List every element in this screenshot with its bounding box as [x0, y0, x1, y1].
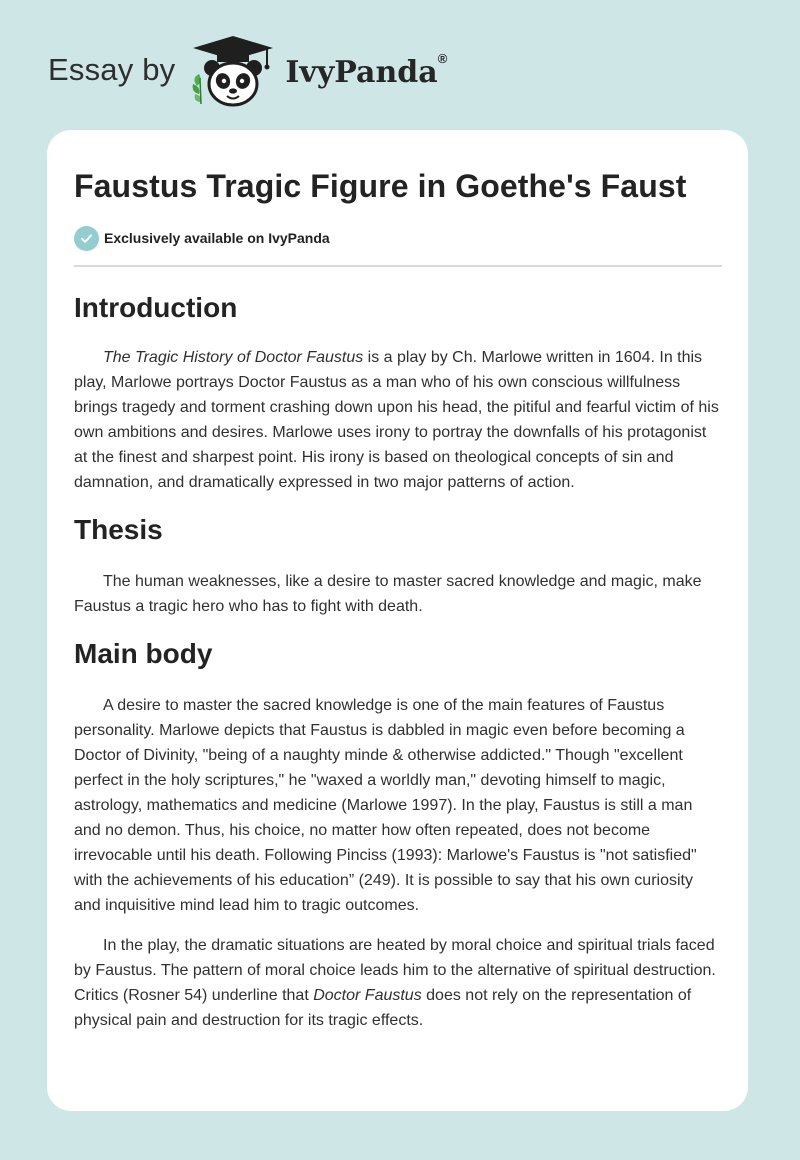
badge-text: Exclusively available on IvyPanda — [104, 230, 330, 246]
paragraph-main-body-1: A desire to master the sacred knowledge is one of the main features of Faustus personality. Marlowe depicts that Faustus is dabbled in magic even before becoming a Doctor of Divinity, "being of a naughty minde & otherwise addicted." Though "excellent perfect in the holy scriptures," he "waxed a worldly man," devoting himself to magic, astrology, mathematics and medicine (Marlowe 1997). In the play, Faustus is still a man and no demon. Thus, his choice, no matter how often repeated, does not become irrevocable until his death. Following Pinciss (1993): Marlowe's Faustus is "not satisfied" with the achievements of his education” (249). It is possible to say that his own curiosity and inquisitive mind lead him to tragic outcomes. — [74, 697, 697, 914]
page-title: Faustus Tragic Figure in Goethe's Faust — [74, 168, 687, 204]
essay-by-label: Essay by — [48, 52, 176, 87]
italic-title: Doctor Faustus — [313, 987, 422, 1004]
exclusive-badge — [74, 224, 722, 252]
paragraph-main-body-2: In the play, the dramatic situations are heated by moral choice and spiritual trials faced by Faustus. The pattern of moral choice leads him to the alternative of spiritual destruction. Critics (Rosner 54) underline that Doctor Faustus does not rely on the representation of physical pain and destruction for its tragic effects. — [74, 937, 716, 1029]
italic-title: The Tragic History of Doctor Faustus — [103, 349, 364, 366]
section-heading-thesis: Thesis — [74, 514, 163, 545]
check-icon — [74, 226, 99, 251]
essay-card — [47, 130, 748, 1111]
registered-mark: ® — [437, 50, 448, 66]
panda-graduate-icon — [187, 34, 279, 108]
paragraph-thesis: The human weaknesses, like a desire to master sacred knowledge and magic, make Faustus a tragic hero who has to fight with death. — [74, 573, 702, 615]
paragraph-introduction: The Tragic History of Doctor Faustus is a play by Ch. Marlowe written in 1604. In this play, Marlowe portrays Doctor Faustus as a man who of his own conscious willfulness brings tragedy and torment crashing down upon his head, the pitiful and fearful victim of his own ambitions and desires. Marlowe uses irony to portray the downfalls of his protagonist at the finest and sharpest point. His irony is based on theological concepts of sin and damnation, and dramatically expressed in two major patterns of action. — [74, 349, 719, 491]
site-header — [48, 34, 447, 108]
section-heading-introduction: Introduction — [74, 292, 238, 323]
brand-name: IvyPanda® — [285, 50, 448, 90]
divider — [74, 265, 722, 267]
section-heading-main-body: Main body — [74, 638, 213, 669]
